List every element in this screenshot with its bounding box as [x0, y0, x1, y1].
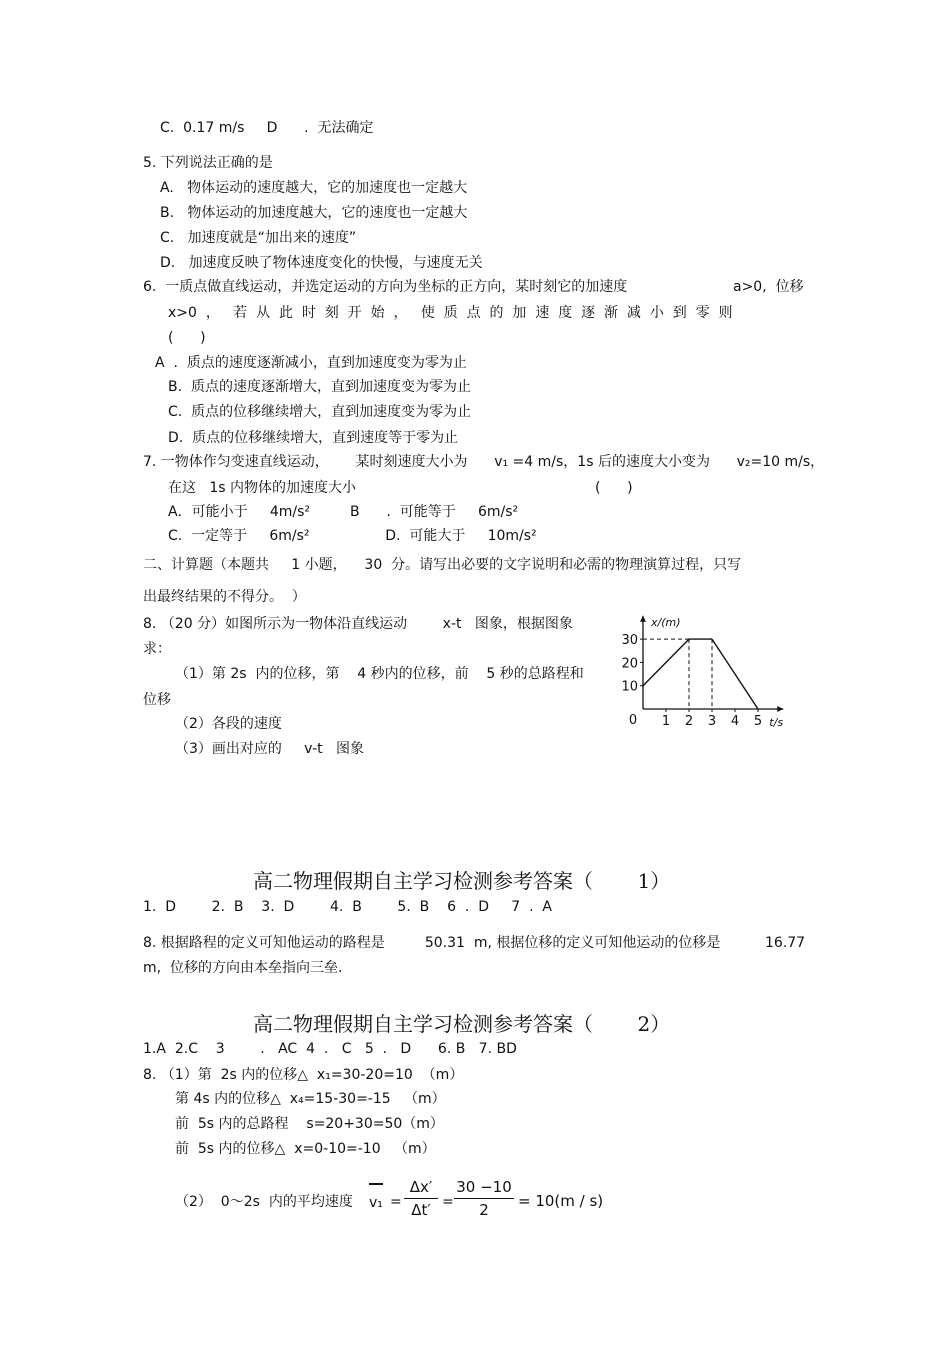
answers2-avg-velocity-label: （2） 0～2s 内的平均速度	[175, 1194, 353, 1210]
answers2-line4: 前 5s 内的总路程 s=20+30=50（m）	[175, 1116, 444, 1132]
answers1-line3: m, 位移的方向由本垒指向三垒.	[143, 960, 343, 976]
y-tick-label: 10	[621, 679, 638, 695]
x-axis-arrow	[777, 706, 783, 712]
q5-option-b: B. 物体运动的加速度越大，它的速度也一定越大	[160, 205, 468, 221]
x-axis-label: t/s	[769, 716, 784, 728]
eq-denominator-1: Δt′	[411, 1201, 431, 1219]
q8-line2: 求：	[143, 641, 171, 657]
answers1-title: 高二物理假期自主学习检测参考答案（ 1）	[253, 869, 671, 893]
x-tick-label: 3	[707, 714, 717, 728]
x-tick-label: 2	[684, 714, 694, 728]
eq-fraction-bar-2	[454, 1198, 514, 1199]
eq-result: = 10(m / s)	[518, 1192, 604, 1210]
q6-option-b: B. 质点的速度逐渐增大，直到加速度变为零为止	[168, 379, 471, 395]
answers2-line2: 8. （1）第 2s 内的位移△ x₁=30-20=10 （m）	[143, 1067, 464, 1083]
q6-line1-right: a>0, 位移	[733, 279, 804, 295]
answers1-line1: 1. D 2. B 3. D 4. B 5. B 6 . D 7 . A	[143, 899, 552, 915]
q8-sub2: （2）各段的速度	[175, 716, 282, 732]
q6-option-a: A . 质点的速度逐渐减小，直到加速度变为零为止	[155, 355, 467, 371]
answers2-line1: 1.A 2.C 3 . AC 4 . C 5 . D 6. B 7. BD	[143, 1041, 517, 1057]
q6-option-d: D. 质点的位移继续增大，直到速度等于零为止	[168, 430, 459, 446]
eq-v-bar	[369, 1183, 383, 1185]
y-axis-label: x/(m)	[651, 615, 681, 629]
q8-sub1a: （1）第 2s 内的位移，第 4 秒内的位移，前 5 秒的总路程和	[175, 666, 584, 682]
xt-graph	[615, 603, 795, 728]
q5-option-d: D. 加速度反映了物体速度变化的快慢，与速度无关	[160, 255, 483, 271]
answers2-line3: 第 4s 内的位移△ x₄=15-30=-15 （m）	[175, 1091, 446, 1107]
eq-numerator-2: 30 −10	[456, 1178, 512, 1196]
q5-option-a: A. 物体运动的速度越大，它的加速度也一定越大	[160, 180, 468, 196]
eq-v1: v₁	[369, 1195, 383, 1211]
q7-line1: 7. 一物体作匀变速直线运动， 某时刻速度大小为 v₁ =4 m/s，1s 后的速度大小变为 v₂=10 m/s，	[143, 454, 825, 470]
section2-line2: 出最终结果的不得分。 ）	[143, 589, 306, 605]
eq-numerator-1: Δx′	[409, 1178, 433, 1196]
x-tick-label: 1	[661, 714, 671, 728]
q8-sub1b: 位移	[143, 692, 171, 708]
q6-option-c: C. 质点的位移继续增大，直到加速度变为零为止	[168, 404, 472, 420]
q6-line3: ( )	[168, 330, 206, 346]
y-axis-arrow	[640, 616, 646, 622]
series-segment	[643, 639, 689, 686]
y-tick-label: 30	[621, 633, 638, 649]
q6-line1: 6. 一质点做直线运动，并选定运动的方向为坐标的正方向，某时刻它的加速度	[143, 279, 628, 295]
q7-options-cd: C. 一定等于 6m/s² D. 可能大于 10m/s²	[168, 528, 537, 544]
q7-line2: 在这 1s 内物体的加速度大小	[168, 480, 357, 496]
eq-equals-2: =	[442, 1194, 454, 1210]
q7-line2-right: ( )	[595, 480, 633, 496]
origin-label: 0	[628, 713, 638, 728]
series-segment	[712, 639, 758, 709]
eq-fraction-1	[404, 1177, 438, 1220]
section2-line1: 二、计算题（本题共 1 小题， 30 分。请写出必要的文字说明和必需的物理演算过程，只写	[143, 557, 742, 573]
answers1-line2-right: 16.77	[765, 935, 806, 951]
q5-option-c: C. 加速度就是“加出来的速度”	[160, 230, 357, 246]
answers2-title: 高二物理假期自主学习检测参考答案（ 2）	[253, 1012, 671, 1036]
eq-fraction-2	[454, 1177, 514, 1220]
answers1-line2: 8. 根据路程的定义可知他运动的路程是 50.31 m, 根据位移的定义可知他运动的位移是	[143, 935, 721, 951]
q6-line2: x>0 ， 若 从 此 时 刻 开 始 ， 使 质 点 的 加 速 度 逐 渐 减 小 到 零 则	[168, 305, 733, 321]
eq-equals-1: =	[390, 1194, 402, 1210]
x-tick-label: 5	[753, 714, 763, 728]
answers2-line5: 前 5s 内的位移△ x=0-10=-10 （m）	[175, 1141, 436, 1157]
y-tick-label: 20	[621, 656, 638, 672]
q5-stem: 5. 下列说法正确的是	[143, 155, 273, 171]
q8-line1: 8. （20 分）如图所示为一物体沿直线运动 x-t 图象，根据图象	[143, 616, 573, 632]
q7-options-ab: A．可能小于 4m/s² B . 可能等于 6m/s²	[168, 504, 519, 520]
eq-denominator-2: 2	[479, 1201, 489, 1219]
q4-options-tail: C. 0.17 m/s D . 无法确定	[160, 120, 374, 136]
eq-fraction-bar-1	[404, 1198, 438, 1199]
x-tick-label: 4	[730, 714, 740, 728]
q8-sub3: （3）画出对应的 v-t 图象	[175, 741, 364, 757]
